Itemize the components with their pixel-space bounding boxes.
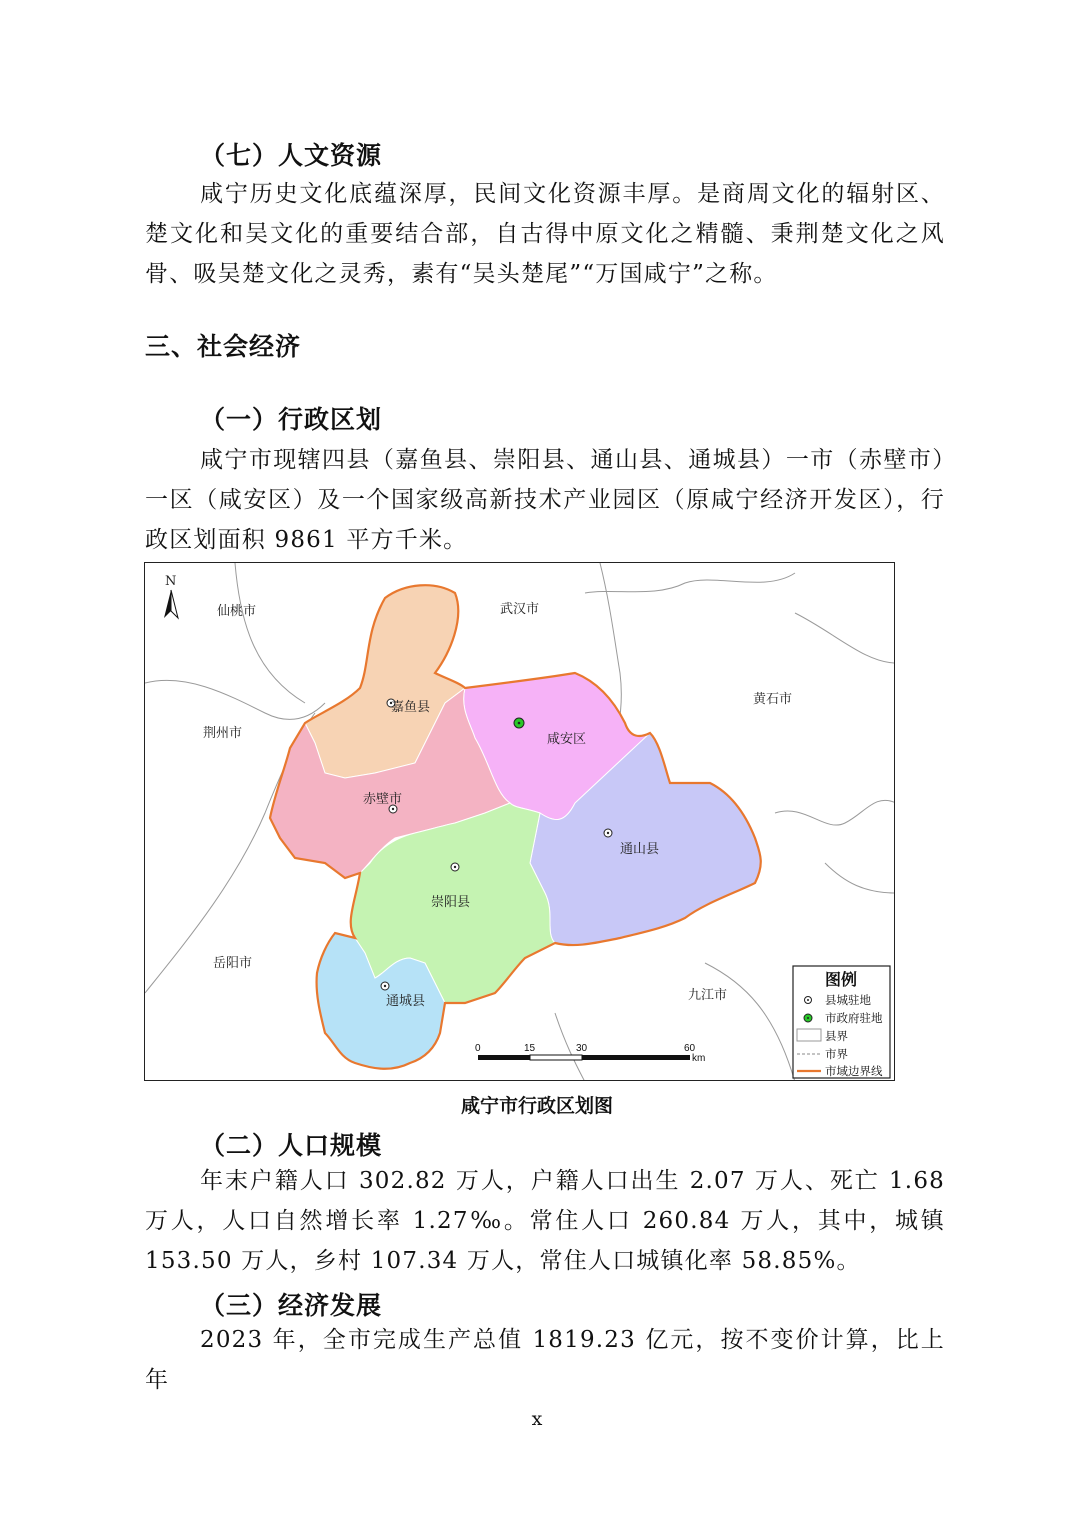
economy-paragraph: 2023 年，全市完成生产总值 1819.23 亿元，按不变价计算，比上年 [145, 1327, 945, 1393]
city-government-seat [514, 718, 524, 728]
economy-heading: （三）经济发展 [200, 1291, 383, 1320]
north-arrow [164, 574, 178, 618]
label-tongcheng: 通城县 [386, 994, 426, 1009]
section7-paragraph: 咸宁历史文化底蕴深厚，民间文化资源丰厚。是商周文化的辐射区、楚文化和吴文化的重要结合部，自古得中原文化之精髓、秉荆楚文化之风骨、吸吴楚文化之灵秀，素有“吴头楚尾”“万国咸宁”之称。 [145, 181, 945, 287]
map-caption: 咸宁市行政区划图 [460, 1095, 613, 1117]
legend-county-border: 县界 [825, 1029, 848, 1043]
scale-tick-15: 15 [524, 1043, 536, 1054]
label-jingzhou: 荆州市 [203, 726, 243, 741]
label-wuhan: 武汉市 [500, 602, 540, 617]
north-label: N [165, 574, 177, 589]
label-yueyang: 岳阳市 [213, 956, 253, 971]
scale-bar [475, 1043, 705, 1064]
label-jiayu: 嘉鱼县 [391, 700, 431, 715]
label-huangshi: 黄石市 [753, 692, 793, 707]
section7-heading: （七）人文资源 [200, 141, 383, 170]
label-xianan: 咸安区 [547, 732, 587, 747]
county-seat-tongcheng [381, 982, 389, 990]
population-paragraph: 年末户籍人口 302.82 万人，户籍人口出生 2.07 万人、死亡 1.68 万人，人口自然增长率 1.27‰。常住人口 260.84 万人，其中，城镇 153.50 万人，乡村 107.34 万人，常住人口城镇化率 58.85%。 [145, 1168, 945, 1274]
scale-tick-0: 0 [475, 1043, 481, 1054]
scale-tick-60: 60 [684, 1043, 696, 1054]
population-heading: （二）人口规模 [200, 1131, 383, 1160]
legend-title: 图例 [825, 970, 858, 989]
label-jiujiang: 九江市 [688, 988, 728, 1003]
scale-unit: km [692, 1053, 706, 1064]
legend-city-border: 市界 [825, 1047, 848, 1061]
label-xiantao: 仙桃市 [217, 604, 257, 619]
page-number: x [531, 1408, 543, 1430]
map-legend [793, 966, 890, 1078]
scale-tick-30: 30 [576, 1043, 588, 1054]
county-seat-chongyang [451, 863, 459, 871]
label-tongshan: 通山县 [620, 842, 660, 857]
admin-map [144, 562, 895, 1081]
part3-heading: 三、社会经济 [145, 332, 302, 361]
label-chongyang: 崇阳县 [431, 895, 471, 910]
admin-map-svg [145, 563, 895, 1081]
admin-heading: （一）行政区划 [200, 405, 383, 434]
legend-county-seat: 县城驻地 [825, 993, 871, 1007]
label-chibi: 赤壁市 [363, 792, 403, 807]
legend-boundary-line: 市域边界线 [825, 1064, 883, 1078]
admin-paragraph: 咸宁市现辖四县（嘉鱼县、崇阳县、通山县、通城县）一市（赤壁市）一区（咸安区）及一个国家级高新技术产业园区（原咸宁经济开发区），行政区划面积 9861 平方千米。 [145, 447, 945, 553]
county-seat-tongshan [604, 829, 612, 837]
legend-city-seat: 市政府驻地 [825, 1011, 883, 1025]
